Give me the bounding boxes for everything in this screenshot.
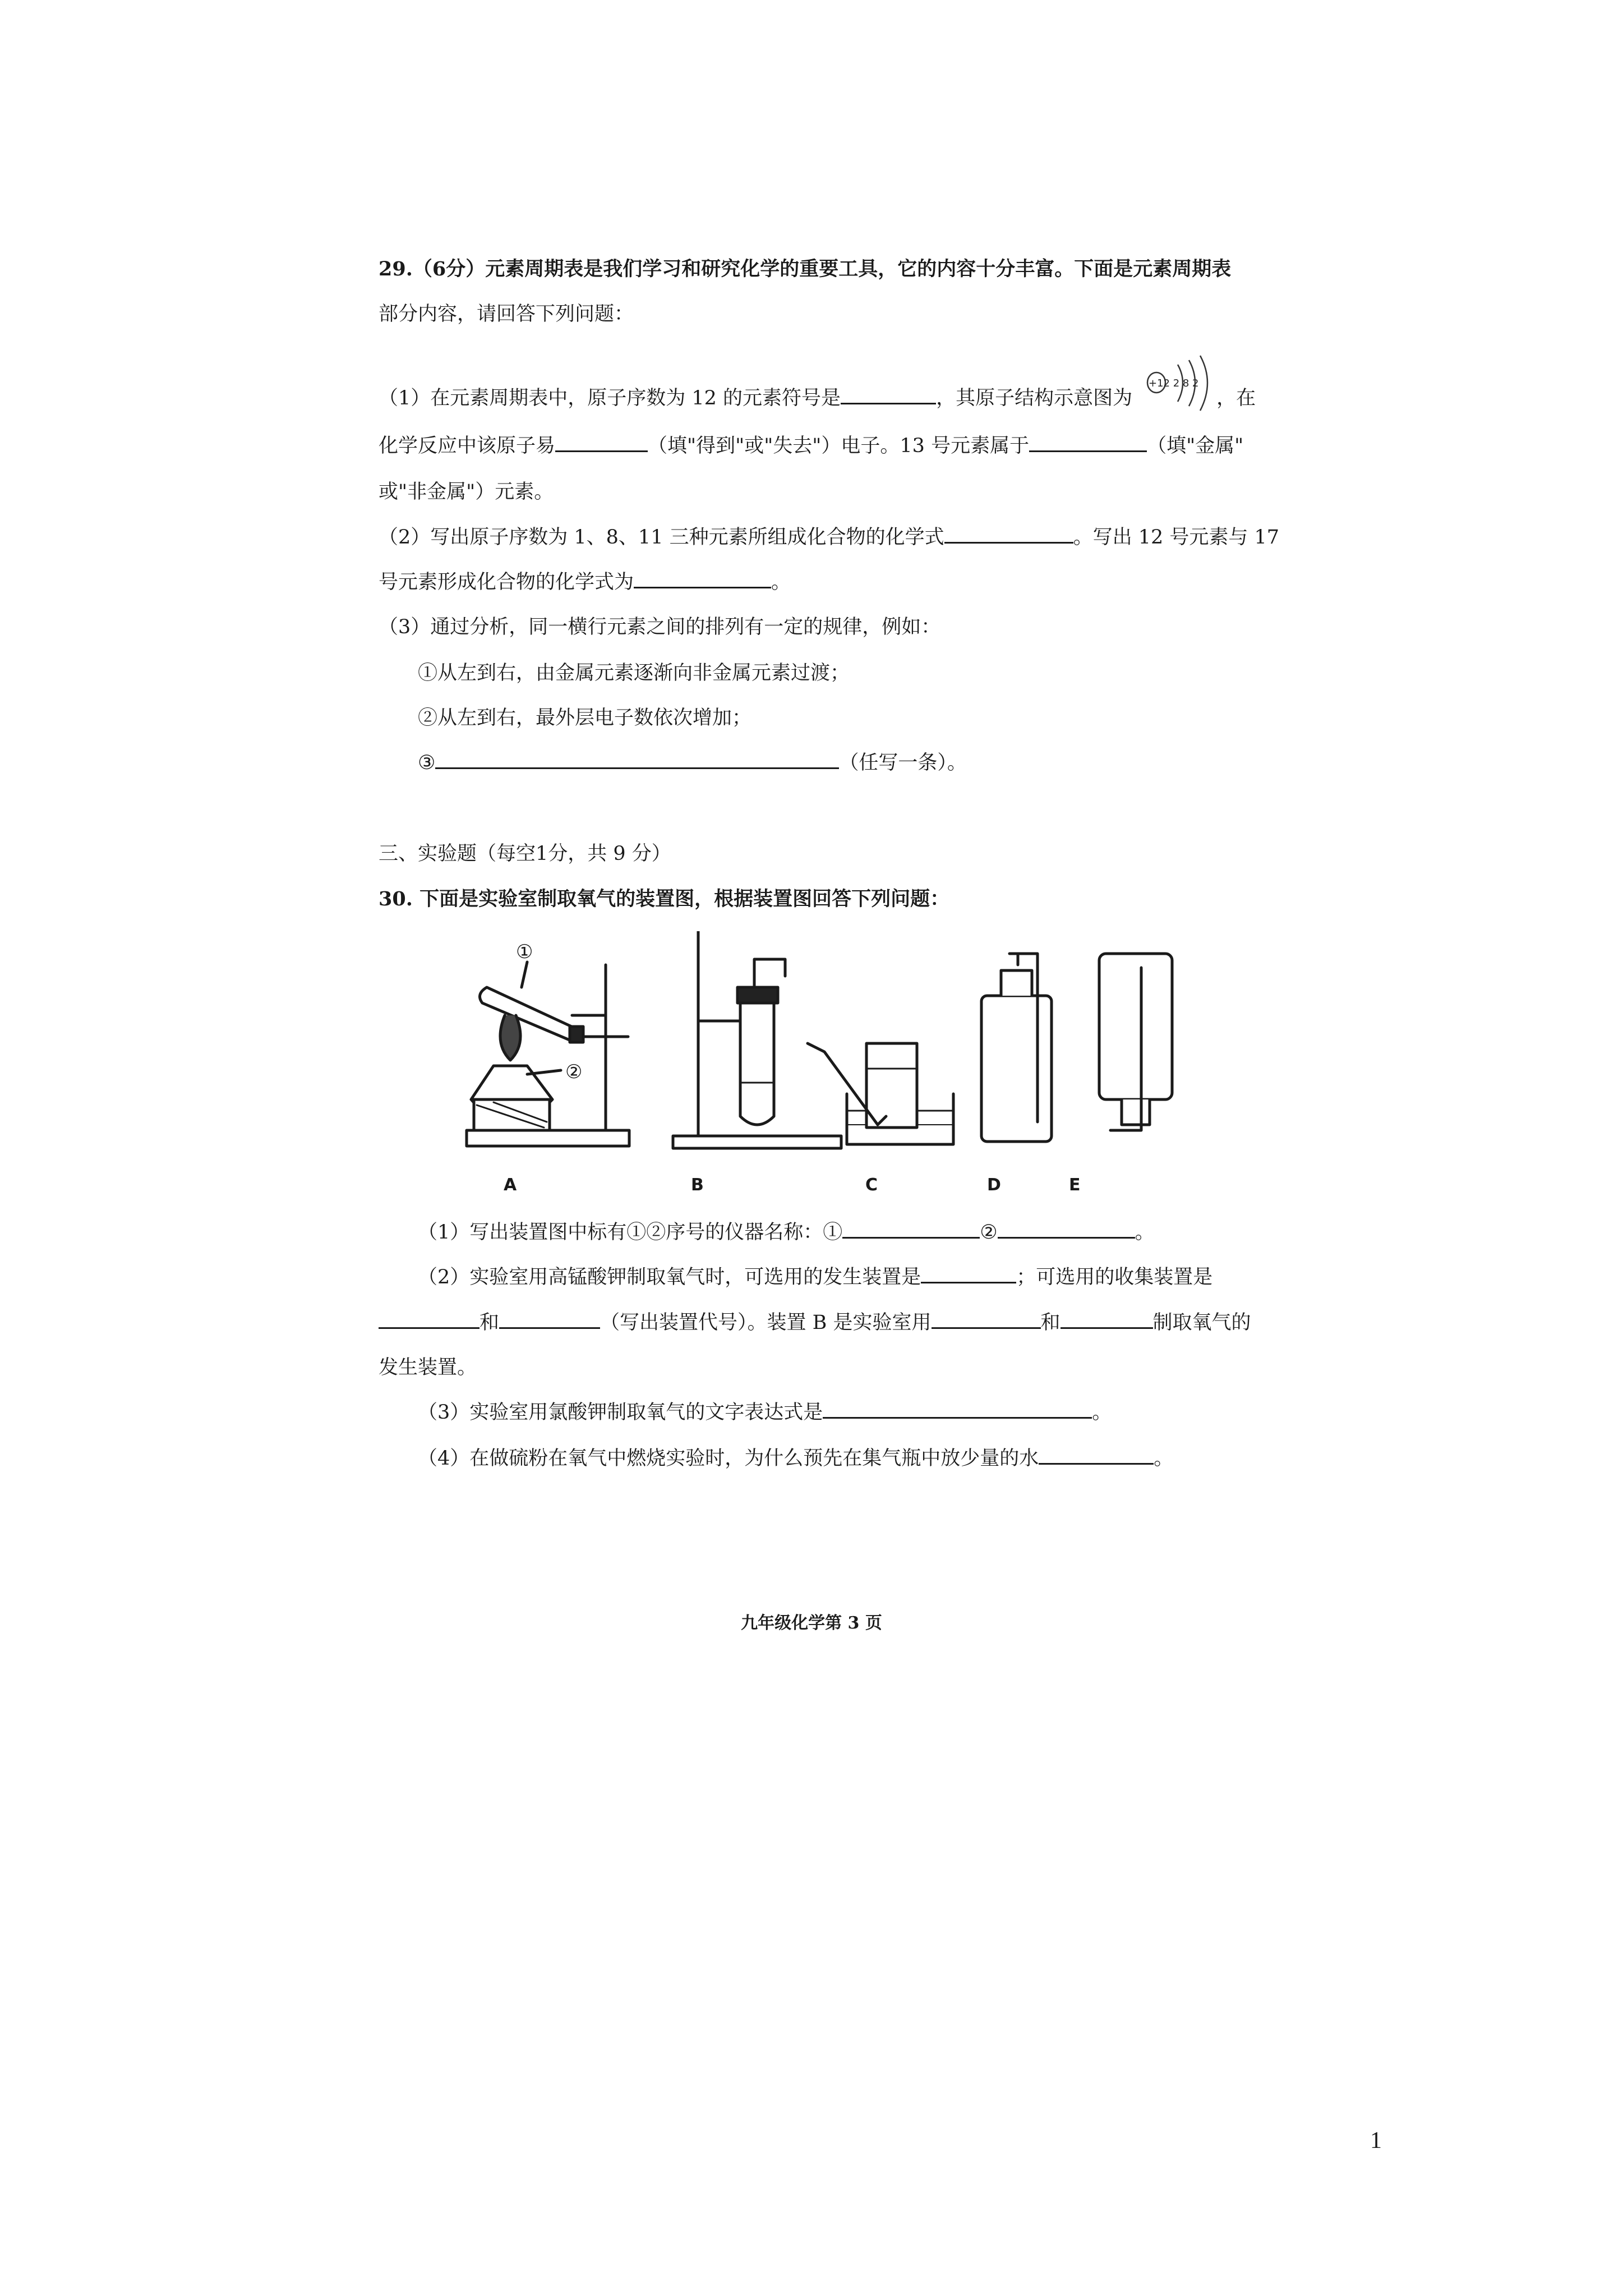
q29-p2-text-a: （2）写出原子序数为 1、8、11 三种元素所组成化合物的化学式 (379, 526, 944, 549)
answer-blank-formula-1[interactable] (944, 524, 1073, 544)
q30-p2-text-f: 制取氧气的 (1152, 1312, 1251, 1334)
q29-p1-text-b: ，其原子结构示意图为 (936, 387, 1133, 409)
answer-blank-element-symbol[interactable] (841, 385, 936, 404)
q30-p2-text-b: ；可选用的收集装置是 (1016, 1266, 1213, 1289)
answer-blank-gain-lose[interactable] (555, 432, 648, 452)
q29-part2-line2 (379, 568, 1253, 596)
answer-blank-equation[interactable] (823, 1399, 1092, 1419)
q30-p3-text-a: （3）实验室用氯酸钾制取氧气的文字表达式是 (418, 1401, 823, 1424)
answer-blank-formula-2[interactable] (634, 569, 771, 588)
q30-part4 (418, 1444, 1293, 1473)
q30-p1-text-a: （1）写出装置图中标有①②序号的仪器名称：① (418, 1221, 843, 1244)
q30-p3-text-b: 。 (1092, 1401, 1112, 1424)
q30-p2-text-d: （写出装置代号）。装置 B 是实验室用 (600, 1312, 932, 1334)
q30-p2-text-e: 和 (1040, 1312, 1061, 1334)
q29-intro-line2: 部分内容，请回答下列问题： (379, 303, 634, 325)
q30-part2-line1 (418, 1263, 1293, 1291)
q29-intro-line1: 29.（6分）元素周期表是我们学习和研究化学的重要工具，它的内容十分丰富。下面是元素周期表 (379, 257, 1232, 280)
apparatus-label-e: E (1069, 1175, 1081, 1195)
atom-structure-diagram (1144, 348, 1228, 415)
q30-p2-text-c: 和 (479, 1312, 500, 1334)
apparatus-label-a: A (504, 1175, 517, 1195)
q30-p1-text-c: 。 (1135, 1221, 1155, 1244)
q30-p1-text-b: ② (980, 1221, 998, 1244)
q29-part1-line3: 或"非金属"）元素。 (379, 481, 554, 503)
page-number: 1 (1370, 2128, 1382, 2154)
answer-blank-collector-1[interactable] (379, 1309, 479, 1329)
answer-blank-reagent-1[interactable] (932, 1309, 1041, 1329)
q30-part2-line3: 发生装置。 (379, 1356, 477, 1379)
q29-part3-rule3 (418, 749, 1293, 777)
q30-part2-line2 (379, 1309, 1253, 1337)
page-footer: 九年级化学第 3 页 (741, 1613, 882, 1633)
q29-p1-text-f: （填"金属" (1147, 435, 1244, 457)
q29-part3-line1: （3）通过分析，同一横行元素之间的排列有一定的规律，例如： (379, 616, 941, 638)
q29-part3-rule2: ②从左到右，最外层电子数依次增加； (418, 707, 752, 729)
apparatus-marker-1: ① (516, 941, 533, 963)
q29-part1-line1 (379, 384, 1256, 412)
q30-part1 (418, 1218, 1293, 1246)
oxygen-apparatus-diagram (460, 931, 1178, 1200)
q29-p3-text-d: ③ (418, 752, 436, 774)
q29-p1-text-c: ，在 (1216, 387, 1256, 409)
section3-heading: 三、实验题（每空1分，共 9 分） (379, 843, 671, 865)
q29-p3-text-e: （任写一条）。 (839, 752, 967, 774)
answer-blank-generator[interactable] (921, 1264, 1016, 1283)
answer-blank-metal-type[interactable] (1029, 432, 1147, 452)
q29-p2-text-d: 。 (771, 571, 791, 593)
q29-part1-line2 (379, 432, 1253, 460)
apparatus-label-d: D (987, 1175, 1001, 1195)
answer-blank-instrument-2[interactable] (998, 1219, 1135, 1239)
q30-p4-text-b: 。 (1154, 1447, 1174, 1470)
apparatus-marker-2: ② (565, 1061, 583, 1083)
atom-sketch-label: +12 2 8 2 (1149, 378, 1199, 389)
apparatus-label-b: B (691, 1175, 704, 1195)
q29-p1-text-e: （填"得到"或"失去"）电子。13 号元素属于 (648, 435, 1030, 457)
q29-part2-line1 (379, 523, 1280, 551)
q30-p2-text-a: （2）实验室用高锰酸钾制取氧气时，可选用的发生装置是 (418, 1266, 921, 1289)
q29-p1-text-d: 化学反应中该原子易 (379, 435, 556, 457)
answer-blank-instrument-1[interactable] (842, 1219, 980, 1239)
q29-part3-rule1: ①从左到右，由金属元素逐渐向非金属元素过渡； (418, 662, 850, 684)
q29-p2-text-b: 。写出 12 号元素与 17 (1073, 526, 1280, 549)
answer-blank-collector-2[interactable] (499, 1309, 600, 1329)
q30-intro: 30. 下面是实验室制取氧气的装置图，根据装置图回答下列问题： (379, 887, 950, 910)
apparatus-label-c: C (865, 1175, 878, 1195)
answer-blank-reagent-2[interactable] (1061, 1309, 1153, 1329)
q29-p1-text-a: （1）在元素周期表中，原子序数为 12 的元素符号是 (379, 387, 841, 409)
answer-blank-rule[interactable] (435, 749, 839, 769)
q30-p4-text-a: （4）在做硫粉在氧气中燃烧实验时，为什么预先在集气瓶中放少量的水 (418, 1447, 1039, 1470)
answer-blank-water-reason[interactable] (1039, 1445, 1154, 1465)
q30-part3 (418, 1398, 1293, 1427)
q29-p2-text-c: 号元素形成化合物的化学式为 (379, 571, 634, 593)
